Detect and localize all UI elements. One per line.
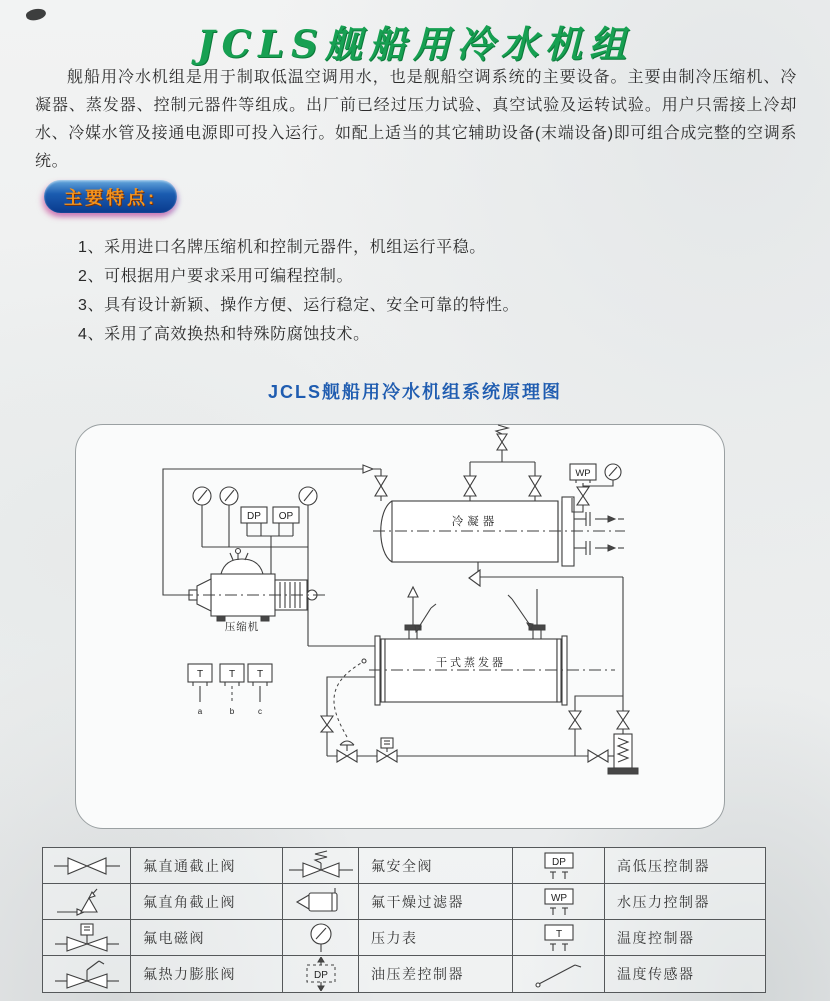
safety-valve-icon: [496, 425, 508, 462]
temperature-sensor-icon: [415, 595, 533, 632]
wp-box-label: WP: [575, 468, 591, 479]
evaporator-icon: [369, 587, 615, 705]
feature-item-1: 1、采用进口名牌压缩机和控制元器件，机组运行平稳。: [78, 239, 486, 256]
legend-label: 温度传感器: [617, 966, 695, 982]
legend-label: 氟热力膨胀阀: [131, 956, 283, 992]
compressor-label: 压缩机: [224, 621, 260, 633]
legend-label: 高低压控制器: [605, 848, 765, 884]
diagram-title: JCLS舰船用冷水机组系统原理图: [267, 382, 562, 402]
high-low-pressure-controller-icon: [513, 848, 605, 884]
legend-label: 水压力控制器: [605, 884, 765, 920]
legend-label: 氟直通截止阀: [131, 848, 283, 884]
fluorine-thermal-expansion-valve-icon: [43, 956, 131, 992]
filter-drier-icon: [608, 734, 638, 774]
svg-text:T: T: [196, 669, 204, 680]
flow-arrow-icon: [363, 465, 373, 473]
legend-label: 温度控制器: [605, 920, 765, 956]
feature-item-2: 2、可根据用户要求采用可编程控制。: [78, 268, 354, 285]
svg-text:T: T: [555, 928, 562, 940]
fluorine-straight-stop-valve-icon: [43, 848, 131, 884]
system-schematic-panel: [75, 424, 725, 829]
features-heading-label: 主要特点:: [64, 187, 157, 208]
sensor-point-c: c: [258, 707, 262, 716]
features-list: [78, 233, 678, 349]
svg-text:T: T: [256, 669, 264, 680]
compressor-icon: [181, 549, 325, 622]
legend-label: 氟安全阀: [359, 848, 513, 884]
condenser-label: 冷凝器: [451, 516, 499, 528]
legend-label: 氟电磁阀: [131, 920, 283, 956]
oil-pressure-differential-controller-icon: [283, 956, 359, 992]
intro-paragraph: 舰船用冷水机组是用于制取低温空调用水，也是舰船空调系统的主要设备。主要由制冷压缩机、冷凝器、蒸发器、控制元器件等组成。出厂前已经过压力试验、真空试验及运转试验。用户只需接上冷却水、冷媒水管及接通电源即可投入运行。如配上适当的其它辅助设备(末端设备)即可组合成完整的空调系统。: [35, 69, 797, 170]
op-box-label: OP: [278, 511, 294, 522]
legend-label: 氟干燥过滤器: [359, 884, 513, 920]
features-heading-banner: [44, 180, 177, 213]
temperature-controller-icons: [188, 664, 272, 702]
expansion-valve-icon: [334, 659, 366, 762]
feature-item-3: 3、具有设计新颖、操作方便、运行稳定、安全可靠的特性。: [78, 297, 520, 314]
pressure-gauge-icon: [193, 487, 317, 505]
legend-label: 压力表: [359, 920, 513, 956]
fluorine-angle-stop-valve-icon: [43, 884, 131, 920]
condenser-icon: [373, 497, 625, 566]
symbol-legend-table: [42, 847, 766, 993]
fluorine-safety-valve-icon: [283, 848, 359, 884]
water-pressure-controller-icon: [513, 884, 605, 920]
fluorine-solenoid-valve-icon: [43, 920, 131, 956]
evaporator-label: 干式蒸发器: [436, 657, 506, 669]
pressure-gauge-icon: [283, 920, 359, 956]
temperature-sensor-icon: [513, 956, 605, 992]
svg-text:WP: WP: [550, 892, 567, 904]
solenoid-valve-icon: [377, 738, 397, 762]
svg-text:DP: DP: [313, 970, 328, 981]
fluorine-drying-filter-icon: [283, 884, 359, 920]
system-schematic-drawing: [75, 424, 725, 829]
sensor-point-b: b: [229, 707, 235, 716]
dp-box-label: DP: [247, 511, 261, 522]
svg-text:T: T: [228, 669, 236, 680]
flow-arrow-icon: [469, 570, 480, 586]
page-title: JCLS舰船用冷水机组: [197, 22, 633, 66]
sensor-point-a: a: [197, 707, 203, 716]
temperature-controller-icon: [513, 920, 605, 956]
legend-label: 氟直角截止阀: [131, 884, 283, 920]
svg-text:DP: DP: [551, 856, 566, 868]
legend-label: 油压差控制器: [359, 956, 513, 992]
feature-item-4: 4、采用了高效换热和特殊防腐蚀技术。: [78, 326, 370, 343]
